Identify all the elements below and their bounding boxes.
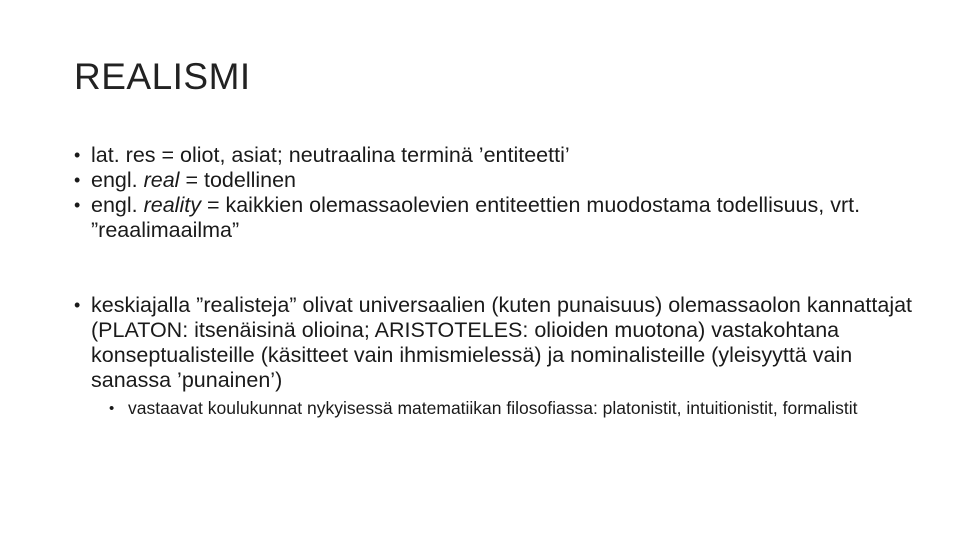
bullet-italic-term: reality <box>143 193 201 217</box>
sub-bullet-text: vastaavat koulukunnat nykyisessä matematiikan filosofiassa: platonistit, intuitionistit, formalistit <box>128 398 858 418</box>
bullet-text: lat. res = oliot, asiat; neutraalina terminä ’entiteetti’ <box>91 143 570 167</box>
bullet-item-medieval <box>74 293 914 393</box>
bullet-text: = kaikkien olemassaolevien entiteettien muodostama todellisuus, vrt. ”reaalimaailma” <box>91 193 861 242</box>
bullet-text: keskiajalla ”realisteja” olivat universaalien (kuten punaisuus) olemassaolon kannattajat (PLATON: itsenäisinä olioina; ARISTOTELES: olioiden muotona) vastakohtana konseptualisteille (käsitteet vain ihmismielessä) ja nominalisteille (yleisyyttä vain sanassa ’punainen’) <box>91 293 913 392</box>
bullet-italic-term: real <box>143 168 180 192</box>
slide-content <box>74 143 914 420</box>
bullet-text: = todellinen <box>179 168 297 192</box>
bullet-text: engl. <box>91 193 144 217</box>
bullet-text: engl. <box>91 168 144 192</box>
bullet-item-res <box>74 143 914 168</box>
bullet-item-reality <box>74 193 914 243</box>
bullet-item-real <box>74 168 914 193</box>
sub-bullet-item <box>109 397 914 420</box>
slide-title: REALISMI <box>74 56 251 97</box>
